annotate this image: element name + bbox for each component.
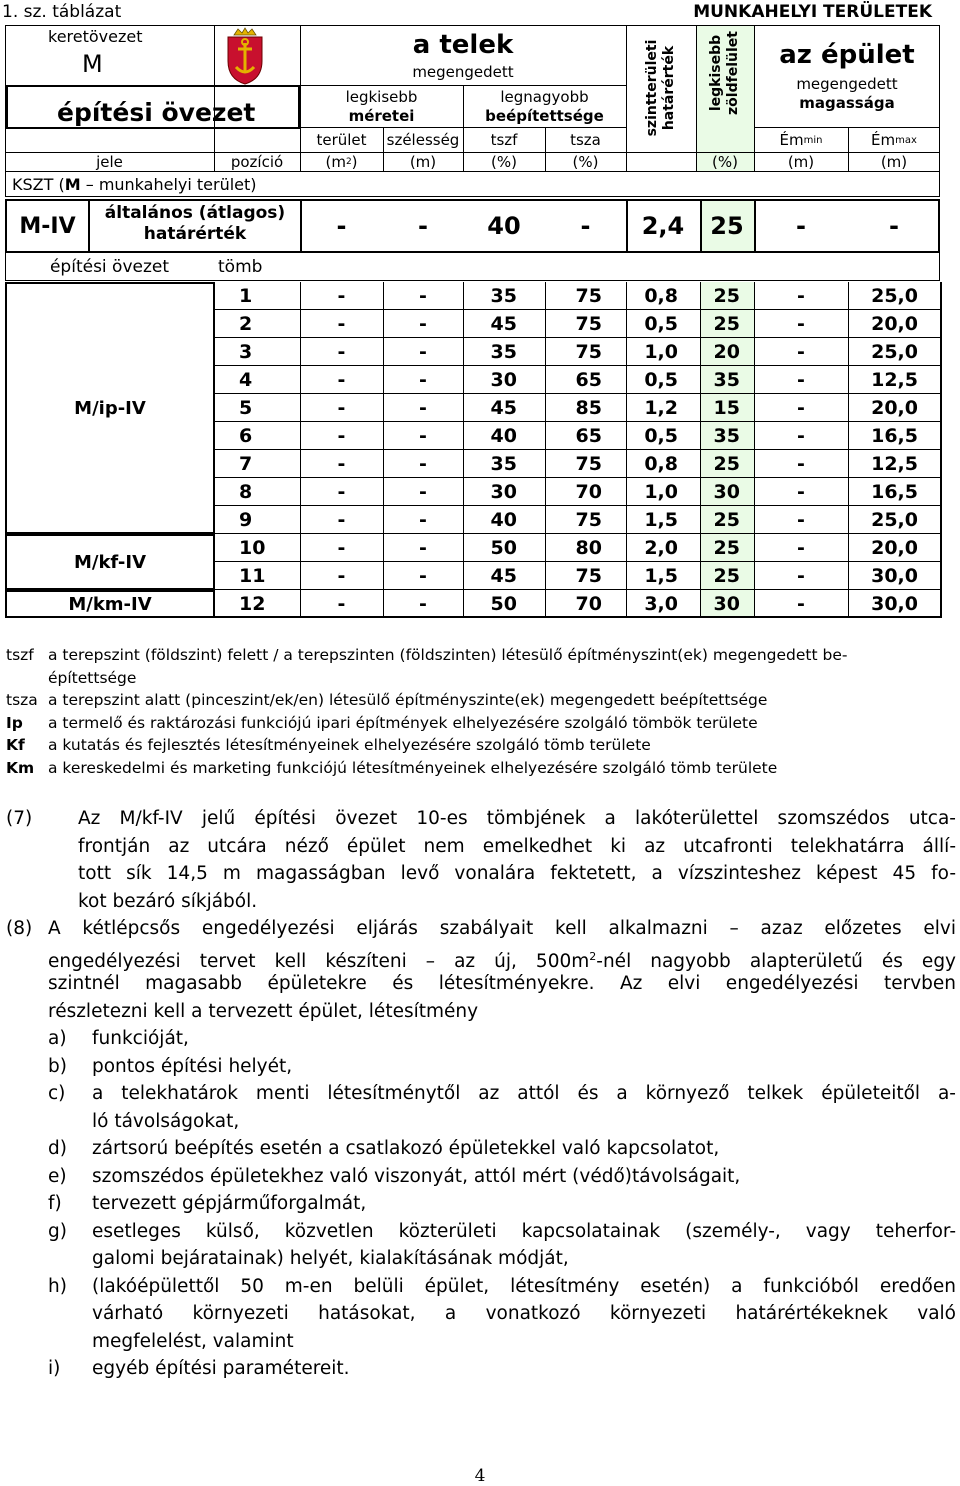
row-value-6: 25: [713, 509, 740, 531]
row-value-7: -: [797, 537, 805, 559]
general-value-3: 40: [487, 212, 521, 240]
row-value-8: 12,5: [871, 453, 918, 475]
unit-pct-tszf: (%): [491, 153, 517, 171]
row-value-2: -: [419, 481, 427, 503]
zoldfelulet-header: [696, 25, 754, 152]
general-value-4: -: [580, 212, 591, 240]
definition-key: Km: [6, 758, 35, 777]
grid-right-border: [940, 282, 942, 618]
row-value-6: 35: [713, 369, 740, 391]
unit-m-max: (m): [880, 153, 908, 171]
definition-text: a kereskedelmi és marketing funkciójú létesítményeinek elhelyezésére szolgáló tömb területe: [48, 758, 778, 777]
para8-l2-sup: 2: [589, 949, 597, 963]
row-value-3: 40: [490, 509, 517, 531]
para7-line: tott sík 14,5 m magasságban levő vonalára fektetett, a vízszinteshez képest 45 fo-: [78, 863, 956, 884]
table-row: [0, 450, 960, 478]
unit-m: (m): [409, 153, 437, 171]
row-value-2: -: [419, 509, 427, 531]
row-value-1: -: [337, 285, 346, 307]
definition-key: Ip: [6, 713, 23, 732]
tomb-number: 6: [239, 425, 253, 447]
general-code: M-IV: [19, 213, 76, 239]
row-value-6: 25: [713, 453, 740, 475]
unit-pozicio: pozíció: [230, 153, 284, 171]
item-line: zártsorú beépítés esetén a csatlakozó épületekkel való kapcsolatot,: [92, 1138, 720, 1159]
zoldfelulet-label: zöldfelület: [725, 31, 741, 115]
meretei-label: méretei: [348, 107, 415, 125]
row-value-4: 70: [575, 481, 602, 503]
row-value-6: 35: [713, 425, 740, 447]
definition-key: Kf: [6, 736, 25, 754]
row-value-6: 30: [713, 481, 740, 503]
general-label: [90, 203, 300, 245]
table-row: [0, 338, 960, 366]
definition-item: [6, 734, 847, 757]
sub-em-min: [754, 128, 848, 152]
coat-of-arms-icon: [222, 27, 268, 85]
col-divider: [545, 282, 546, 618]
row-value-5: 1,5: [644, 509, 678, 531]
sub-szelesseg: szélesség: [386, 131, 460, 149]
group-km-name: M/km-IV: [68, 593, 152, 615]
row-value-8: 20,0: [871, 537, 918, 559]
row-value-3: 35: [490, 285, 517, 307]
para8-line: részletezni kell a tervezett épület, létesítmény: [48, 1000, 479, 1022]
subheader-ovezet: építési övezet: [49, 257, 170, 277]
definition-text: a terepszint alatt (pinceszint/ek/en) létesülő építményszinte(ek) megengedett beépítettsége: [48, 691, 768, 709]
row-value-7: -: [797, 509, 805, 531]
para8-l2b: -nél nagyobb alapterületű és egy: [596, 950, 957, 972]
definition-item: [6, 712, 847, 735]
row-value-3: 35: [490, 453, 517, 475]
table-category: MUNKAHELYI TERÜLETEK: [693, 2, 932, 22]
item-line: funkcióját,: [92, 1028, 189, 1049]
row-value-8: 25,0: [871, 341, 918, 363]
sub-tsza: tsza: [570, 131, 601, 149]
telek-megengedett: megengedett: [412, 63, 514, 81]
legnagyobb-label: legnagyobb: [500, 88, 589, 106]
epulet-title: az épület: [779, 40, 915, 70]
definition-item: [6, 689, 847, 712]
sub-em-max: [848, 128, 940, 152]
group-kf-name: M/kf-IV: [73, 551, 147, 573]
row-value-2: -: [419, 425, 427, 447]
para7-line: Az M/kf-IV jelű építési övezet 10-es tömbjének a lakóterülettel szomszédos utca-: [78, 808, 956, 829]
general-value-8: -: [889, 212, 899, 240]
row-value-7: -: [797, 425, 805, 447]
row-value-8: 30,0: [871, 593, 918, 615]
row-value-5: 2,0: [644, 537, 678, 559]
row-value-4: 75: [575, 341, 602, 363]
row-value-6: 20: [713, 341, 740, 363]
table-row: [0, 310, 960, 338]
row-value-6: 15: [713, 397, 740, 419]
row-value-5: 0,8: [644, 285, 678, 307]
unit-m2-text: (m: [325, 153, 346, 171]
definition-text: a terepszint (földszint) felett / a terepszinten (földszinten) létesülő építményszint(ek) megengedett be-: [48, 646, 848, 664]
em-min-text: Ém: [779, 131, 804, 149]
row-value-7: -: [797, 369, 805, 391]
tomb-number: 4: [239, 369, 253, 391]
table-row: [0, 422, 960, 450]
tomb-number: 8: [239, 481, 253, 503]
row-value-7: -: [797, 397, 805, 419]
sub-tszf: tszf: [490, 131, 518, 149]
definition-continuation: építettsége: [48, 668, 137, 687]
row-value-1: -: [337, 509, 346, 531]
tomb-number: 12: [239, 593, 266, 615]
tomb-number: 7: [239, 453, 253, 475]
item-label: a): [48, 1028, 67, 1049]
col-divider: [754, 282, 755, 618]
row-value-5: 0,5: [644, 425, 678, 447]
row-value-5: 0,5: [644, 369, 678, 391]
row-value-1: -: [337, 453, 346, 475]
unit-jele: jele: [96, 153, 123, 171]
row-value-2: -: [419, 453, 427, 475]
keretovezet-label: keretövezet: [48, 27, 143, 46]
item-label: c): [48, 1083, 66, 1104]
row-value-8: 16,5: [871, 481, 918, 503]
epitesi-ovezet-label: építési övezet: [57, 98, 256, 127]
row-value-8: 20,0: [871, 397, 918, 419]
definition-item: [6, 644, 847, 667]
table-row: [0, 478, 960, 506]
definition-key: tszf: [6, 646, 34, 664]
row-value-4: 65: [575, 425, 602, 447]
row-value-7: -: [797, 565, 805, 587]
kszt-label: [12, 175, 257, 194]
para8-number: (8): [6, 918, 33, 939]
row-value-1: -: [337, 481, 346, 503]
row-value-7: -: [797, 313, 805, 335]
item-line: (lakóépülettől 50 m-en belüli épület, létesítmény esetén) a funkcióból eredően: [92, 1275, 956, 1297]
general-value-5: 2,4: [641, 212, 685, 240]
row-value-2: -: [419, 565, 427, 587]
col-divider: [463, 282, 464, 618]
item-line: ló távolságokat,: [92, 1110, 240, 1132]
row-value-6: 25: [713, 313, 740, 335]
telek-title: a telek: [412, 30, 514, 60]
row-value-7: -: [797, 453, 805, 475]
hatarertek-label: határérték: [661, 45, 677, 131]
table-row: [0, 394, 960, 422]
item-line: megfelelést, valamint: [92, 1330, 294, 1352]
row-value-6: 25: [713, 285, 740, 307]
kszt-suffix: – munkahelyi terület): [80, 175, 257, 194]
subheader-tomb: tömb: [218, 257, 263, 277]
item-line: galomi bejáratainak) helyét, kialakításának módját,: [92, 1248, 569, 1269]
para8-l2a: engedélyezési tervet kell készíteni – az új, 500m: [48, 950, 590, 972]
definition-key: tsza: [6, 691, 38, 709]
general-label-line1: általános (átlagos): [104, 203, 286, 223]
row-value-2: -: [419, 397, 427, 419]
em-min-sub: min: [803, 134, 823, 146]
data-grid: [0, 282, 960, 618]
row-value-6: 25: [713, 565, 740, 587]
unit-pct-tsza: (%): [572, 153, 599, 171]
row-value-4: 75: [575, 565, 602, 587]
row-value-3: 30: [490, 369, 517, 391]
unit-m2-sup: 2: [345, 157, 352, 167]
row-value-1: -: [337, 369, 346, 391]
row-value-2: -: [419, 341, 427, 363]
row-value-4: 65: [575, 369, 602, 391]
row-value-3: 40: [490, 425, 517, 447]
definition-text: a termelő és raktározási funkciójú ipari építmények elhelyezésére szolgáló tömbök területe: [48, 713, 758, 732]
legkisebb-label: legkisebb: [345, 88, 418, 106]
item-label: d): [48, 1138, 67, 1159]
row-value-7: -: [797, 285, 805, 307]
table-row: [0, 506, 960, 534]
table-row: [0, 366, 960, 394]
item-line: pontos építési helyét,: [92, 1055, 293, 1077]
item-line: esetleges külső, közvetlen közterületi kapcsolatainak (személy-, vagy teherfor-: [92, 1220, 956, 1242]
general-value-2: -: [418, 212, 428, 240]
row-value-8: 25,0: [871, 285, 918, 307]
unit-m-min: (m): [787, 153, 815, 171]
legkisebb-zold-label: legkisebb: [708, 34, 724, 112]
row-value-5: 1,5: [644, 565, 678, 587]
row-value-8: 16,5: [871, 425, 918, 447]
col-divider: [383, 282, 384, 618]
para8-line: A kétlépcsős engedélyezési eljárás szabályait kell alkalmazni – azaz előzetes elvi: [48, 918, 956, 939]
tomb-number: 10: [239, 537, 266, 559]
tomb-number: 3: [239, 341, 253, 363]
row-value-2: -: [419, 369, 427, 391]
row-value-5: 0,8: [644, 453, 678, 475]
em-max-sub: max: [895, 134, 917, 146]
row-value-4: 70: [575, 593, 602, 615]
para7-number: (7): [6, 808, 33, 829]
magassaga-label: magassága: [799, 94, 895, 112]
general-label-line2: határérték: [143, 224, 247, 244]
table-row: [0, 282, 960, 310]
col-divider: [848, 282, 849, 618]
para7-line: frontján az utcára néző épület nem emelkedhet ki az utcafronti telekhatárra állí-: [78, 835, 956, 857]
item-line: a telekhatárok menti létesítménytől az attól és a környező telkek épületeitől a-: [92, 1083, 956, 1104]
item-label: i): [48, 1358, 61, 1379]
unit-pct-zold: (%): [712, 153, 738, 171]
para7-line: kot bezáró síkjából.: [78, 890, 258, 912]
tomb-number: 11: [239, 565, 266, 587]
item-line: várható környezeti hatásokat, a vonatkozó környezeti határértékeknek való: [92, 1303, 956, 1324]
row-value-3: 45: [490, 397, 517, 419]
definition-text: a kutatás és fejlesztés létesítményeinek elhelyezésére szolgáló tömb területe: [48, 736, 651, 754]
row-value-2: -: [419, 593, 427, 615]
group-ip-name: M/ip-IV: [74, 397, 146, 419]
table-row: [0, 534, 960, 562]
row-value-1: -: [337, 313, 346, 335]
row-value-7: -: [797, 481, 805, 503]
row-value-3: 50: [490, 593, 517, 615]
szintteruleti-label: szintterületi: [644, 39, 660, 137]
row-value-6: 25: [713, 537, 740, 559]
row-value-3: 30: [490, 481, 517, 503]
item-label: f): [48, 1193, 62, 1214]
row-value-3: 45: [490, 313, 517, 335]
page-number: 4: [474, 1466, 486, 1486]
keretovezet-value: M: [82, 50, 103, 78]
row-value-8: 30,0: [871, 565, 918, 587]
col-divider: [300, 282, 301, 618]
para8-line: szintnél magasabb épületekre és létesítményekre. Az elvi engedélyezési tervben: [48, 973, 956, 994]
row-value-1: -: [337, 593, 346, 615]
grid-bottom-border: [215, 616, 942, 618]
row-value-2: -: [419, 285, 427, 307]
row-value-1: -: [337, 397, 346, 419]
unit-m2: [300, 152, 383, 172]
table-row: [0, 590, 960, 618]
tomb-number: 9: [239, 509, 253, 531]
row-value-1: -: [337, 537, 346, 559]
tomb-number: 2: [239, 313, 253, 335]
row-value-8: 20,0: [871, 313, 918, 335]
item-line: tervezett gépjárműforgalmát,: [92, 1193, 367, 1214]
item-label: g): [48, 1220, 67, 1242]
general-value-1: -: [336, 212, 347, 240]
row-value-6: 30: [713, 593, 740, 615]
row-value-7: -: [797, 341, 805, 363]
tomb-number: 5: [239, 397, 253, 419]
row-value-2: -: [419, 537, 427, 559]
row-value-1: -: [337, 341, 346, 363]
item-line: egyéb építési paramétereit.: [92, 1358, 350, 1379]
row-value-8: 12,5: [871, 369, 918, 391]
unit-m2-close: ): [351, 153, 358, 171]
general-value-6: 25: [710, 212, 744, 240]
row-value-4: 75: [575, 313, 602, 335]
table-caption: 1. sz. táblázat: [2, 2, 122, 22]
item-label: b): [48, 1055, 67, 1077]
row-value-4: 75: [575, 509, 602, 531]
row-value-5: 1,0: [644, 341, 678, 363]
szintteruleti-header: [626, 25, 696, 152]
row-value-7: -: [797, 593, 805, 615]
row-value-5: 0,5: [644, 313, 678, 335]
em-max-text: Ém: [871, 131, 896, 149]
row-value-8: 25,0: [871, 509, 918, 531]
row-value-5: 3,0: [644, 593, 678, 615]
col-divider: [626, 282, 627, 618]
kszt-prefix: KSZT (: [12, 175, 65, 194]
row-value-4: 75: [575, 453, 602, 475]
row-value-3: 50: [490, 537, 517, 559]
general-value-7: -: [796, 212, 806, 240]
item-label: e): [48, 1165, 67, 1187]
beepitettsege-label: beépítettsége: [485, 107, 604, 125]
row-value-5: 1,2: [644, 397, 678, 419]
row-value-3: 45: [490, 565, 517, 587]
col-divider: [700, 282, 701, 618]
row-value-1: -: [337, 565, 346, 587]
item-line: szomszédos épületekhez való viszonyát, attól mért (védő)távolságait,: [92, 1165, 741, 1187]
row-value-4: 85: [575, 397, 602, 419]
definition-item: [6, 757, 847, 780]
kszt-bold: M: [64, 175, 81, 194]
row-value-1: -: [337, 425, 346, 447]
table-row: [0, 562, 960, 590]
row-value-4: 75: [575, 285, 602, 307]
sub-terulet: terület: [316, 131, 367, 149]
epulet-megengedett: megengedett: [796, 75, 898, 93]
definitions-list: [6, 644, 847, 779]
row-value-3: 35: [490, 341, 517, 363]
item-label: h): [48, 1275, 67, 1297]
row-value-2: -: [419, 313, 427, 335]
tomb-number: 1: [239, 285, 253, 307]
row-value-5: 1,0: [644, 481, 678, 503]
row-value-4: 80: [575, 537, 602, 559]
